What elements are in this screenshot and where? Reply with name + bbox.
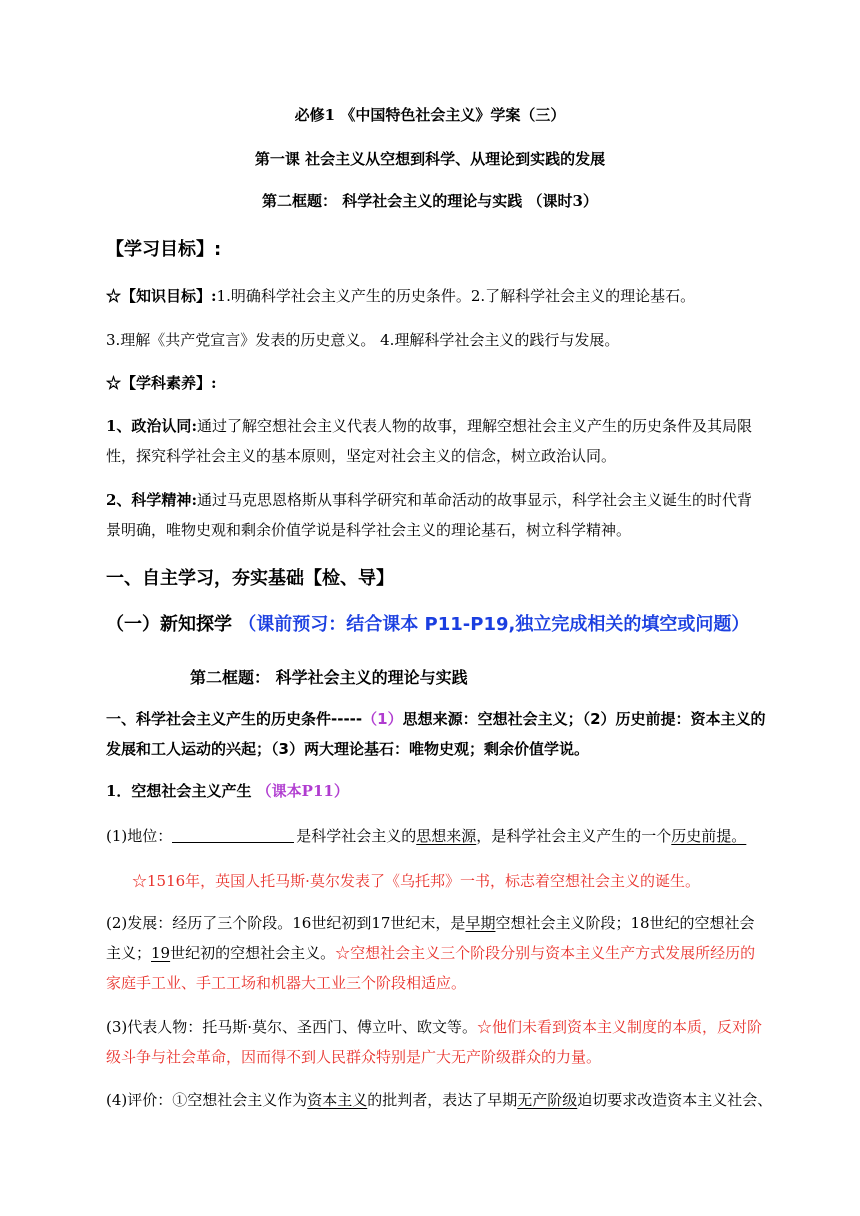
development-line-2 — [106, 942, 755, 963]
dev-text-1: (2)发展：经历了三个阶段。16世纪初到17世纪末，是 — [106, 914, 466, 932]
new-knowledge-heading — [106, 610, 749, 636]
page-title: 必修1 《中国特色社会主义》学案（三） — [294, 106, 566, 124]
literacy-item-1-label: 1、政治认同: — [106, 417, 197, 435]
dev-text-2: 空想社会主义阶段；18世纪的空想社会 — [495, 914, 755, 932]
conditions-line-1 — [106, 708, 766, 729]
eval-underlined-2: 无产阶级 — [517, 1091, 578, 1109]
evaluation-line — [106, 1089, 772, 1110]
textbook-ref: （课本P11） — [256, 782, 349, 800]
eval-text-3: 迫切要求改造资本主义社会、 — [577, 1091, 773, 1109]
knowledge-goals-cont: 3.理解《共产党宣言》发表的历史意义。 4.理解科学社会主义的践行与发展。 — [106, 331, 620, 349]
preview-note: （课前预习：结合课本 P11-P19,独立完成相关的填空或问题） — [238, 614, 750, 635]
frame-subtitle: 第二框题： 科学社会主义的理论与实践 — [190, 668, 468, 687]
learning-goals-heading: 【学习目标】: — [106, 239, 222, 260]
utopia-note: ☆1516年，英国人托马斯·莫尔发表了《乌托邦》一书，标志着空想社会主义的诞生。 — [132, 872, 700, 890]
literacy-item-2-label: 2、科学精神: — [106, 491, 197, 509]
literacy-item-1-cont: 性，探究科学社会主义的基本原则，坚定对社会主义的信念，树立政治认同。 — [106, 447, 617, 465]
knowledge-goals-text: 1.明确科学社会主义产生的历史条件。2.了解科学社会主义的理论基石。 — [216, 287, 696, 305]
fill-blank[interactable] — [172, 826, 294, 843]
representatives-line-2: 级斗争与社会革命，因而得不到人民群众特别是广大无产阶级群众的力量。 — [106, 1048, 602, 1066]
rep-text: (3)代表人物：托马斯·莫尔、圣西门、傅立叶、欧文等。 — [106, 1018, 478, 1036]
eval-text-1: (4)评价：①空想社会主义作为 — [106, 1091, 308, 1109]
status-text-2: ，是科学社会主义产生的一个 — [476, 827, 672, 845]
dev-underlined-2: 19 — [151, 944, 171, 962]
status-text-1: 是科学社会主义的 — [296, 827, 417, 845]
conditions-text: 思想来源：空想社会主义；（2）历史前提：资本主义的 — [402, 710, 766, 728]
status-underlined-2: 历史前提。 — [671, 827, 747, 845]
literacy-item-2 — [106, 489, 752, 510]
conditions-line-2: 发展和工人运动的兴起；（3）两大理论基石：唯物史观；剩余价值学说。 — [106, 740, 589, 758]
literacy-item-2-text: 通过马克思恩格斯从事科学研究和革命活动的故事显示，科学社会主义诞生的时代背 — [196, 491, 752, 509]
utopian-heading — [106, 780, 349, 801]
dev-text-4: 世纪初的空想社会主义。 — [170, 944, 336, 962]
literacy-heading: ☆【学科素养】: — [106, 374, 217, 392]
knowledge-goals-label: ☆【知识目标】: — [106, 287, 217, 305]
representatives-line-1 — [106, 1016, 762, 1037]
eval-text-2: 的批判者，表达了早期 — [367, 1091, 518, 1109]
new-knowledge-label: （一）新知探学 — [106, 614, 239, 635]
literacy-item-2-cont: 景明确，唯物史观和剩余价值学说是科学社会主义的理论基石，树立科学精神。 — [106, 521, 632, 539]
eval-underlined-1: 资本主义 — [307, 1091, 368, 1109]
literacy-item-1 — [106, 415, 752, 436]
conditions-label: 一、科学社会主义产生的历史条件----- — [106, 710, 363, 728]
dev-text-3: 主义； — [106, 944, 152, 962]
frame-title: 第二框题： 科学社会主义的理论与实践 （课时3） — [262, 192, 598, 210]
status-line — [106, 825, 746, 846]
development-line-3: 家庭手工业、手工工场和机器大工业三个阶段相适应。 — [106, 974, 467, 992]
lesson-title: 第一课 社会主义从空想到科学、从理论到实践的发展 — [254, 150, 606, 168]
development-line-1 — [106, 912, 755, 933]
rep-note: ☆他们未看到资本主义制度的本质，反对阶 — [477, 1018, 763, 1036]
section-1-heading: 一、自主学习，夯实基础【检、导】 — [106, 568, 394, 589]
dev-note: ☆空想社会主义三个阶段分别与资本主义生产方式发展所经历的 — [335, 944, 756, 962]
knowledge-goals — [106, 285, 695, 306]
status-label: (1)地位： — [106, 827, 173, 845]
literacy-item-1-text: 通过了解空想社会主义代表人物的故事，理解空想社会主义产生的历史条件及其局限 — [196, 417, 752, 435]
status-underlined-1: 思想来源 — [416, 827, 477, 845]
conditions-marker: （1） — [362, 710, 403, 728]
utopian-title: 1．空想社会主义产生 — [106, 782, 257, 800]
dev-underlined-1: 早期 — [465, 914, 496, 932]
